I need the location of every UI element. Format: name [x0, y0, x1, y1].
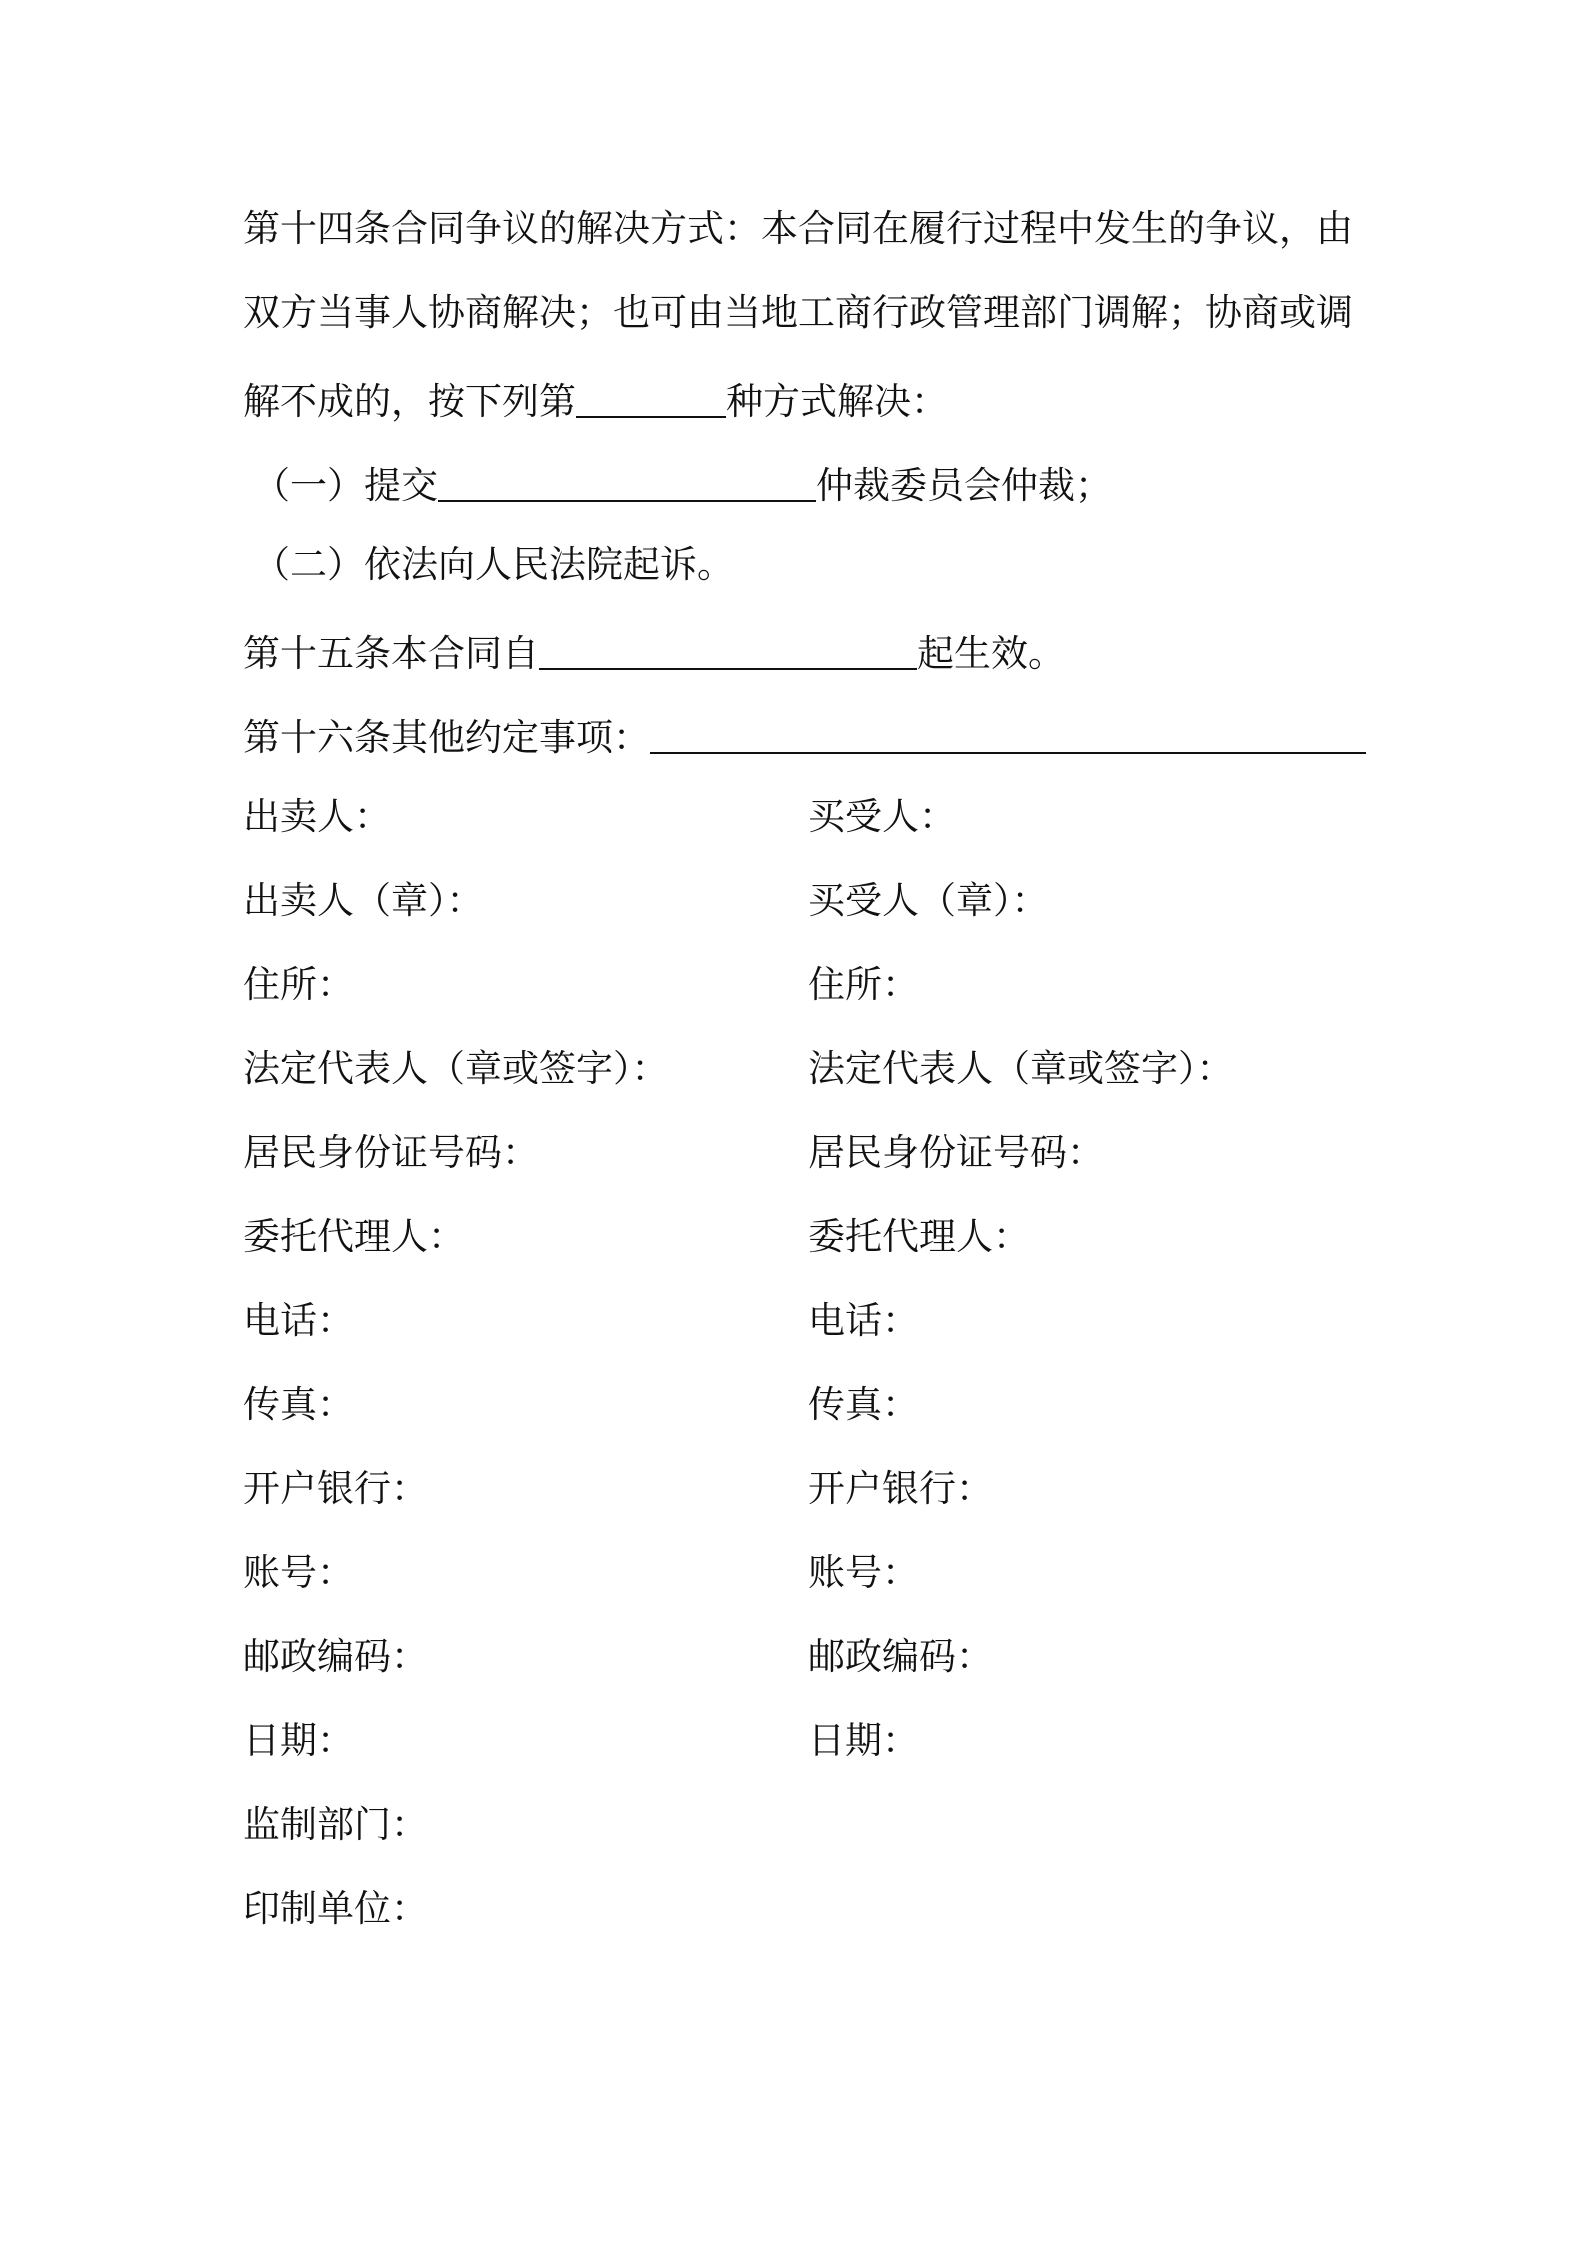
- buyer-field-label: 传真：: [808, 1383, 919, 1426]
- seller-field-label: 邮政编码：: [243, 1635, 428, 1678]
- signature-row: [243, 1376, 1358, 1460]
- article-15-before: 第十五条本合同自: [243, 632, 539, 675]
- seller-field-label: 电话：: [243, 1299, 354, 1342]
- article-14-line-3: [243, 368, 1358, 452]
- other-terms-blank[interactable]: [650, 708, 1366, 754]
- effective-date-blank[interactable]: [539, 624, 917, 670]
- signature-row: [243, 956, 1358, 1040]
- buyer-field-label: 买受人（章）：: [808, 879, 1049, 922]
- signature-row: [243, 788, 1358, 872]
- buyer-field-label: 居民身份证号码：: [808, 1131, 1104, 1174]
- article-16-label: 第十六条其他约定事项：: [243, 716, 650, 759]
- buyer-field-label: 住所：: [808, 963, 919, 1006]
- article-14-line-2: 双方当事人协商解决；也可由当地工商行政管理部门调解；协商或调: [243, 291, 1353, 334]
- supervisor-label: 监制部门：: [243, 1803, 428, 1846]
- seller-field-label: 出卖人（章）：: [243, 879, 484, 922]
- option-lawsuit: （二）依法向人民法院起诉。: [253, 543, 734, 586]
- buyer-field-label: 开户银行：: [808, 1467, 993, 1510]
- signature-block: [243, 788, 1358, 1796]
- dispute-method-blank[interactable]: [576, 372, 726, 418]
- seller-field-label: 法定代表人（章或签字）：: [243, 1047, 669, 1090]
- article-14-line-3-before: 解不成的，按下列第: [243, 380, 576, 423]
- option-arbitration: [243, 452, 1358, 536]
- buyer-field-label: 账号：: [808, 1551, 919, 1594]
- article-15-after: 起生效。: [917, 632, 1065, 675]
- signature-row: [243, 1544, 1358, 1628]
- buyer-field-label: 买受人：: [808, 795, 956, 838]
- option-arbitration-before: （一）提交: [253, 464, 438, 507]
- printer-label: 印制单位：: [243, 1887, 428, 1930]
- seller-field-label: 开户银行：: [243, 1467, 428, 1510]
- seller-field-label: 出卖人：: [243, 795, 391, 838]
- buyer-field-label: 委托代理人：: [808, 1215, 1030, 1258]
- signature-row: [243, 1712, 1358, 1796]
- signature-row: [243, 1460, 1358, 1544]
- seller-field-label: 账号：: [243, 1551, 354, 1594]
- option-arbitration-after: 仲裁委员会仲裁；: [816, 464, 1112, 507]
- contract-page: [243, 200, 1358, 1964]
- article-15: [243, 620, 1358, 704]
- seller-field-label: 传真：: [243, 1383, 354, 1426]
- article-16: [243, 704, 1358, 788]
- buyer-field-label: 电话：: [808, 1299, 919, 1342]
- article-14-line-3-after: 种方式解决：: [726, 380, 948, 423]
- arbitration-commission-blank[interactable]: [438, 456, 816, 502]
- signature-row: [243, 1628, 1358, 1712]
- signature-row: [243, 1124, 1358, 1208]
- seller-field-label: 居民身份证号码：: [243, 1131, 539, 1174]
- signature-row: [243, 1292, 1358, 1376]
- buyer-field-label: 法定代表人（章或签字）：: [808, 1047, 1234, 1090]
- signature-row: [243, 872, 1358, 956]
- article-14-line-1: 第十四条合同争议的解决方式：本合同在履行过程中发生的争议，由: [243, 207, 1353, 250]
- buyer-field-label: 日期：: [808, 1719, 919, 1762]
- seller-field-label: 委托代理人：: [243, 1215, 465, 1258]
- buyer-field-label: 邮政编码：: [808, 1635, 993, 1678]
- seller-field-label: 日期：: [243, 1719, 354, 1762]
- signature-row: [243, 1208, 1358, 1292]
- signature-row: [243, 1040, 1358, 1124]
- seller-field-label: 住所：: [243, 963, 354, 1006]
